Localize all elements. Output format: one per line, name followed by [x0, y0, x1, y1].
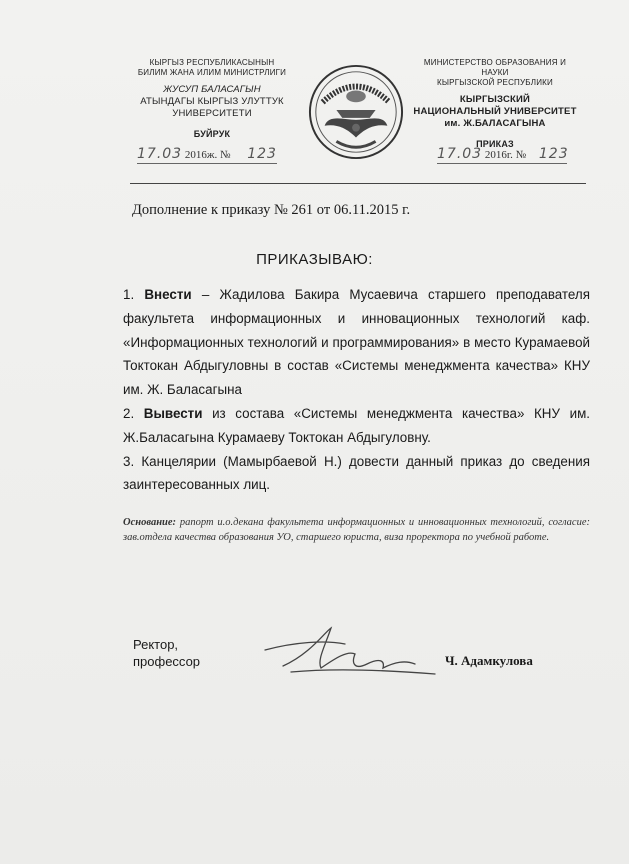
order-item-3-text: Канцелярии (Мамырбаевой Н.) довести данный приказ до сведения заинтересованных лиц. — [123, 453, 590, 493]
header-right — [410, 58, 580, 149]
order-item-3 — [123, 450, 590, 498]
basis-label: Основание: — [123, 517, 177, 528]
order-item-1-verb: Внести — [144, 287, 192, 302]
order-title: ПРИКАЗЫВАЮ: — [256, 251, 373, 268]
header-right-univ3: им. Ж.БАЛАСАГЫНА — [444, 118, 546, 129]
header-right-line1: МИНИСТЕРСТВО ОБРАЗОВАНИЯ И НАУКИ — [423, 58, 567, 77]
header-left-line2: БИЛИМ ЖАНА ИЛИМ МИНИСТРЛИГИ — [137, 68, 287, 77]
signatory-title-line1: Ректор, — [133, 637, 179, 652]
header-right-year: 2016г. № — [484, 149, 527, 161]
header-right-underline — [437, 163, 567, 164]
header-left-date: 17.03 — [137, 146, 183, 162]
order-item-2 — [123, 402, 590, 450]
header-left-univ1: ЖУСУП БАЛАСАГЫН — [163, 84, 261, 95]
state-emblem-icon — [307, 63, 405, 161]
order-item-1-text: – Жадилова Бакира Мусаевича старшего преподавателя факультета информационных и инновационных технологий каф. «Информационных технологий и программирования» в место Курамаевой Токтокан Абдыгуловны в состав «Системы менеджмента качества» КНУ им. Ж. Баласагына — [123, 287, 590, 398]
order-item-2-text: из состава «Системы менеджмента качества» КНУ им. Ж.Баласагына Курамаеву Токтокан Абдыгуловну. — [123, 405, 590, 445]
basis-text: рапорт и.о.декана факультета информационных и инновационных технологий, согласие: зав.отдела качества образования УО, старшего юриста, виза проректора по учебной работе. — [123, 517, 590, 543]
order-body — [123, 283, 590, 497]
header-left-order-word: БУЙРУК — [193, 129, 231, 139]
basis-note — [123, 515, 590, 545]
header-left-underline — [137, 163, 277, 164]
header-left-univ2: АТЫНДАГЫ КЫРГЫЗ УЛУТТУК — [140, 96, 284, 107]
header-right-number: 123 — [538, 146, 569, 162]
header-right-line2: КЫРГЫЗСКОЙ РЕСПУБЛИКИ — [437, 78, 553, 87]
signatory-title-line2: профессор — [133, 654, 201, 669]
signatory-title — [133, 636, 200, 670]
signatory-name: Ч. Адамкулова — [445, 653, 533, 668]
header-left-number: 123 — [247, 146, 277, 162]
header-left — [118, 58, 306, 139]
header-right-dateline — [437, 146, 569, 162]
header-left-dateline — [137, 146, 277, 162]
header-right-univ1: КЫРГЫЗСКИЙ — [459, 94, 531, 105]
header-left-year: 2016ж. № — [184, 149, 231, 161]
header-left-univ3: УНИВЕРСИТЕТИ — [172, 108, 252, 119]
header-left-line1: КЫРГЫЗ РЕСПУБЛИКАСЫНЫН — [149, 58, 275, 67]
order-item-3-num: 3. — [123, 453, 135, 469]
order-item-2-num: 2. — [123, 405, 135, 421]
header-right-order-word: ПРИКАЗ — [476, 139, 514, 149]
header-right-date: 17.03 — [437, 146, 483, 162]
order-item-2-verb: Вывести — [143, 405, 203, 421]
order-item-1 — [123, 283, 590, 402]
handwritten-signature — [255, 620, 445, 690]
order-item-1-num: 1. — [123, 287, 135, 302]
header-right-univ2: НАЦИОНАЛЬНЫЙ УНИВЕРСИТЕТ — [413, 106, 577, 117]
addendum-line: Дополнение к приказу № 261 от 06.11.2015 г. — [132, 202, 411, 218]
header-divider — [130, 183, 586, 184]
